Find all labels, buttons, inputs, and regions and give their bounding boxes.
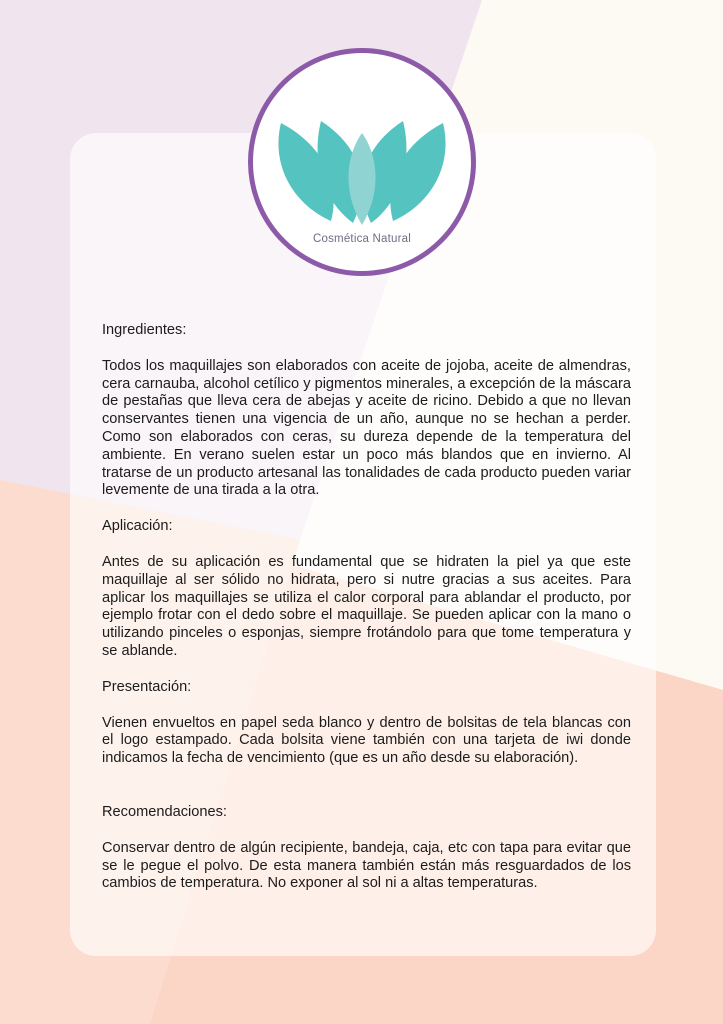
section-body-presentacion: Vienen envueltos en papel seda blanco y dentro de bolsitas de tela blancas con el logo estampado. Cada bolsita viene también con una tarjeta de iwi donde indicamos la fecha de vencimiento (que es un año desde su elaboración). xyxy=(102,714,631,767)
section-title-ingredientes: Ingredientes: xyxy=(102,322,187,338)
spacer xyxy=(102,786,631,804)
section-title-aplicacion: Aplicación: xyxy=(102,518,173,535)
section-body-aplicacion: Antes de su aplicación es fundamental que se hidraten la piel ya que este maquillaje al ser sólido no hidrata, pero si nutre gracias a sus aceites. Para aplicar los maquillajes se utiliza el calor corporal para ablandar el producto, por ejemplo frotar con el dedo sobre el maquillaje. Se pueden aplicar con la mano o utilizando pinceles o esponjas, siempre frotándolo para que tome temperatura y se ablande. xyxy=(102,553,631,659)
document-body xyxy=(102,322,631,911)
brand-logo xyxy=(248,48,476,276)
section-body-ingredientes: Todos los maquillajes son elaborados con aceite de jojoba, aceite de almendras, cera carnauba, alcohol cetílico y pigmentos minerales, a excepción de la máscara de pestañas que lleva cera de abejas y aceite de ricino. Debido a que no llevan conservantes tienen una vigencia de un año, aunque no se hechan a perder. Como son elaborados con ceras, su dureza depende de la temperatura del ambiente. En verano suelen estar un poco más blandos que en invierno. Al tratarse de un producto artesanal las tonalidades de cada producto pueden variar levemente de una tirada a la otra. xyxy=(102,357,631,499)
logo-text: Cosmética Natural xyxy=(313,233,411,245)
section-body-recomendaciones: Conservar dentro de algún recipiente, bandeja, caja, etc con tapa para evitar que se le pegue el polvo. De esta manera también están más resguardados de los cambios de temperatura. No exponer al sol ni a altas temperaturas. xyxy=(102,839,631,892)
section-title-recomendaciones: Recomendaciones: xyxy=(102,803,227,820)
section-title-presentacion: Presentación: xyxy=(102,678,192,695)
